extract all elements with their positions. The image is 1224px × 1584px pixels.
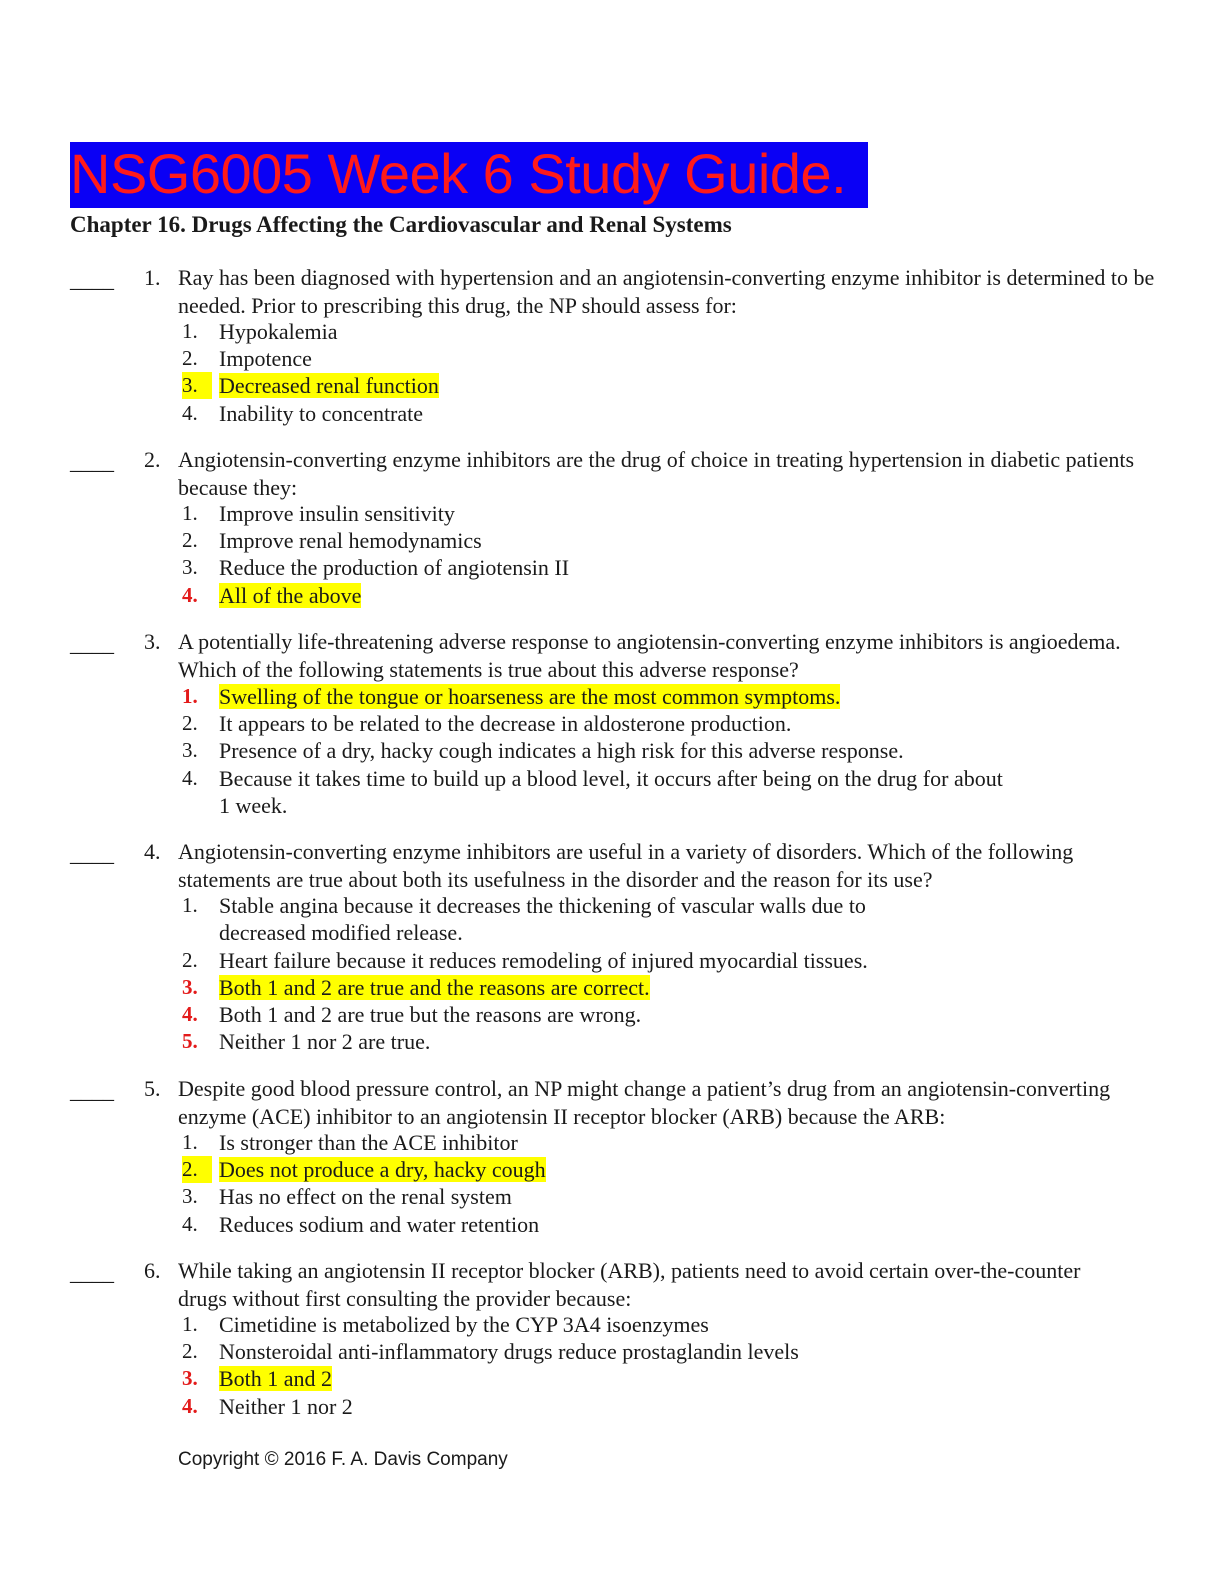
option-text: It appears to be related to the decrease in aldosterone production. [219,711,792,737]
option-number: 4. [182,582,198,607]
option-number: 3. [182,1184,198,1209]
option-text: Both 1 and 2 are true but the reasons are wrong. [219,1001,642,1027]
option [0,318,1224,345]
option-number: 1. [182,319,198,343]
options-5 [0,1129,1224,1238]
option-correct [0,372,1224,399]
option-text: Hypokalemia [219,319,338,344]
option-text-highlighted: Swelling of the tongue or hoarseness are the most common symptoms. [219,684,841,709]
option-number: 2. [182,711,198,736]
option [0,400,1224,427]
option-number: 1. [182,1312,198,1336]
option [0,1129,1224,1156]
option-correct [0,582,1224,609]
option [0,737,1224,764]
option-text: Is stronger than the ACE inhibitor [219,1130,518,1155]
question-number: 6. [144,1258,161,1283]
option-number: 4. [182,1211,198,1236]
option [0,527,1224,554]
option-number: 2. [182,1156,212,1183]
option-text: Reduce the production of angiotensin II [219,555,570,581]
option-number: 2. [182,346,198,371]
option-text: Reduces sodium and water retention [219,1211,540,1237]
option-number: 1. [182,684,198,708]
question-number: 2. [144,447,161,472]
option-text: Improve insulin sensitivity [219,501,455,526]
option-number: 3. [182,974,198,999]
option [0,947,1224,974]
option [0,554,1224,581]
option-number: 4. [182,1001,198,1026]
answer-blank: ____ [70,841,114,866]
option-correct [0,683,1224,710]
option-number: 3. [182,372,212,399]
option-text-highlighted: Does not produce a dry, hacky cough [219,1157,546,1183]
option-text: Heart failure because it reduces remodeling of injured myocardial tissues. [219,947,868,973]
question-stem: Angiotensin-converting enzyme inhibitors are useful in a variety of disorders. Which of the following statements are true about both its usefulness in the disorder and the reason for its use? [178,839,1074,892]
option-number: 1. [182,893,198,917]
option [0,345,1224,372]
option [0,1211,1224,1238]
option-number: 1. [182,1130,198,1154]
chapter-heading: Chapter 16. Drugs Affecting the Cardiovascular and Renal Systems [70,212,732,237]
option [0,1028,1224,1055]
option-number: 4. [182,765,198,790]
copyright-footer: Copyright © 2016 F. A. Davis Company [178,1449,508,1470]
options-6 [0,1311,1224,1420]
option-number: 1. [182,501,198,525]
option [0,765,1224,820]
option-number: 2. [182,1339,198,1364]
option-text: Presence of a dry, hacky cough indicates a high risk for this adverse response. [219,738,904,764]
question-number: 3. [144,629,161,654]
option-number: 2. [182,947,198,972]
answer-blank: ____ [70,631,114,656]
option-number: 3. [182,738,198,763]
question-number: 4. [144,839,161,864]
options-2 [0,500,1224,609]
option-number: 2. [182,528,198,553]
option-text: Impotence [219,346,312,372]
option-text-highlighted: Both 1 and 2 are true and the reasons are correct. [219,974,650,1000]
option [0,500,1224,527]
answer-blank: ____ [70,1260,114,1285]
option-number: 5. [182,1029,198,1054]
question-stem: Ray has been diagnosed with hypertension and an angiotensin-converting enzyme inhibitor is determined to be needed. Prior to prescribing this drug, the NP should assess for: [178,265,1155,318]
option [0,892,1224,947]
question-stem: A potentially life-threatening adverse response to angiotensin-converting enzyme inhibitors is angioedema. Which of the following statements is true about this adverse response? [178,629,1121,682]
options-4 [0,892,1224,1055]
option [0,1183,1224,1210]
option-correct [0,1365,1224,1392]
option-number: 3. [182,555,198,580]
option-number: 4. [182,400,198,425]
answer-blank: ____ [70,267,114,292]
question-number: 5. [144,1076,161,1101]
question-stem: Despite good blood pressure control, an NP might change a patient’s drug from an angiotensin-converting enzyme (ACE) inhibitor to an angiotensin II receptor blocker (ARB) because the ARB: [178,1076,1111,1129]
option [0,1311,1224,1338]
option-number: 3. [182,1366,198,1391]
option [0,1393,1224,1420]
question-number: 1. [144,265,161,290]
option [0,1001,1224,1028]
option-text: Nonsteroidal anti-inflammatory drugs reduce prostaglandin levels [219,1339,799,1365]
option-correct [0,974,1224,1001]
option-text: Stable angina because it decreases the thickening of vascular walls due to decreased modified release. [219,893,866,946]
option-text: Improve renal hemodynamics [219,528,482,554]
options-1 [0,318,1224,427]
options-3 [0,683,1224,819]
option-text: Inability to concentrate [219,400,424,426]
answer-blank: ____ [70,1078,114,1103]
option-text: Because it takes time to build up a blood level, it occurs after being on the drug for about 1 week. [219,765,1003,818]
option-text: Neither 1 nor 2 are true. [219,1029,431,1055]
option-correct [0,1156,1224,1183]
option [0,1338,1224,1365]
page-title: NSG6005 Week 6 Study Guide. [70,142,847,205]
question-stem: While taking an angiotensin II receptor blocker (ARB), patients need to avoid certain over-the-counter drugs without first consulting the provider because: [178,1258,1081,1311]
option-number: 4. [182,1393,198,1418]
option-text: Cimetidine is metabolized by the CYP 3A4 isoenzymes [219,1312,709,1337]
option-text: Has no effect on the renal system [219,1184,512,1210]
option-text-highlighted: Both 1 and 2 [219,1366,333,1392]
answer-blank: ____ [70,449,114,474]
option-text: Neither 1 nor 2 [219,1393,353,1419]
option [0,710,1224,737]
question-stem: Angiotensin-converting enzyme inhibitors are the drug of choice in treating hypertension in diabetic patients because they: [178,447,1135,500]
option-text-highlighted: All of the above [219,582,362,608]
option-text-highlighted: Decreased renal function [219,373,439,399]
